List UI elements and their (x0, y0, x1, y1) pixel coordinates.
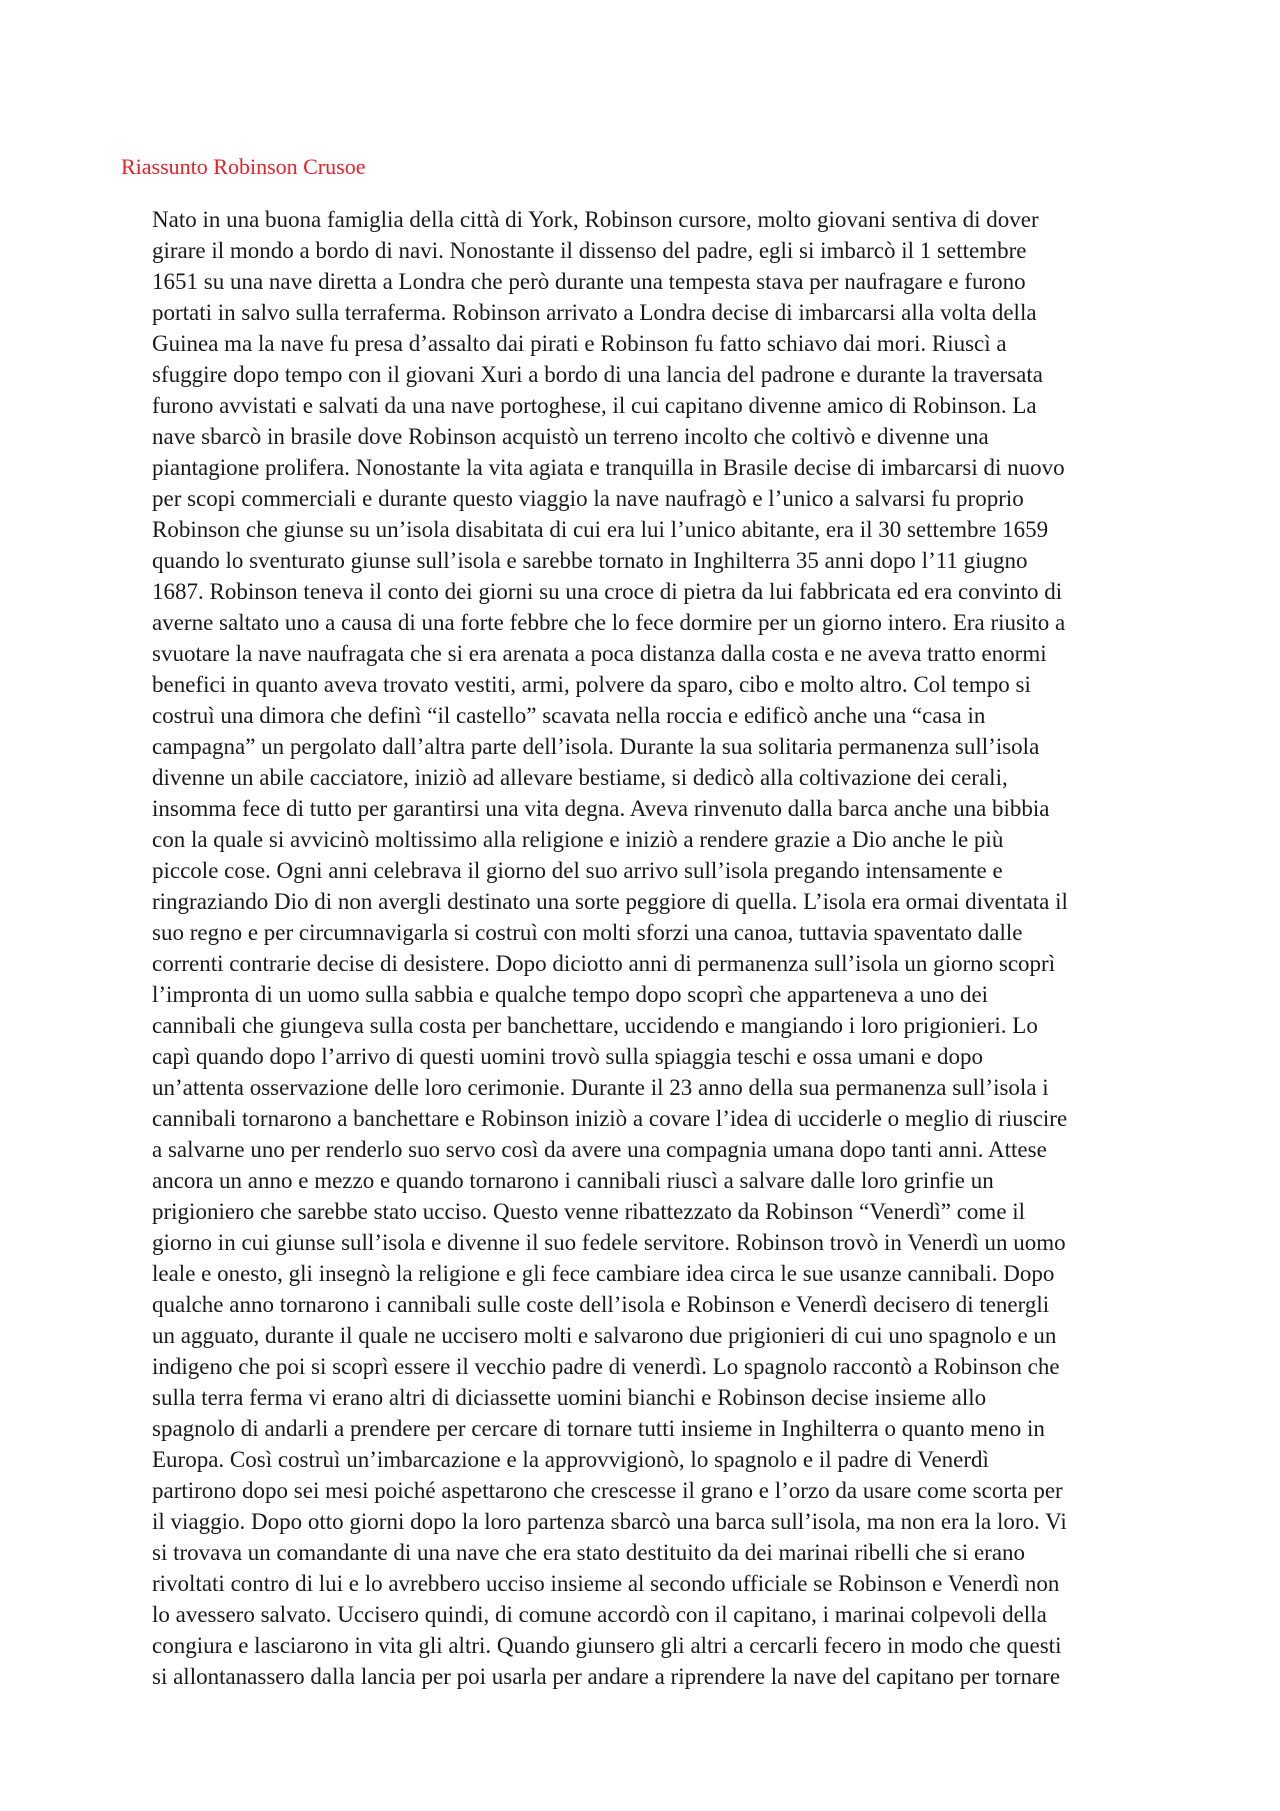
body-text-line: cannibali che giungeva sulla costa per banchettare, uccidendo e mangiando i loro prigionieri. Lo (152, 1013, 1038, 1038)
body-text-line: quando lo sventurato giunse sull’isola e sarebbe tornato in Inghilterra 35 anni dopo l’11 giugno (152, 548, 1028, 573)
body-text-line: Europa. Così costruì un’imbarcazione e la approvvigionò, lo spagnolo e il padre di Venerdì (152, 1447, 989, 1472)
body-text-line: un’attenta osservazione delle loro cerimonie. Durante il 23 anno della sua permanenza sull’isola i (152, 1075, 1049, 1100)
body-text-line: 1651 su una nave diretta a Londra che però durante una tempesta stava per naufragare e furono (152, 269, 1026, 294)
body-text-line: 1687. Robinson teneva il conto dei giorni su una croce di pietra da lui fabbricata ed era convinto di (152, 579, 1063, 604)
body-text-line: furono avvistati e salvati da una nave portoghese, il cui capitano divenne amico di Robinson. La (152, 393, 1037, 418)
body-text-line: piccole cose. Ogni anni celebrava il giorno del suo arrivo sull’isola pregando intensamente e (152, 858, 1003, 883)
body-text-line: portati in salvo sulla terraferma. Robinson arrivato a Londra decise di imbarcarsi alla volta della (152, 300, 1037, 325)
document-title: Riassunto Robinson Crusoe (121, 154, 366, 179)
body-text-line: indigeno che poi si scoprì essere il vecchio padre di venerdì. Lo spagnolo raccontò a Robinson che (152, 1354, 1060, 1379)
body-text-line: a salvarne uno per renderlo suo servo così da avere una compagnia umana dopo tanti anni. Attese (152, 1137, 1047, 1162)
document-body (152, 204, 1162, 1692)
body-text-line: qualche anno tornarono i cannibali sulle coste dell’isola e Robinson e Venerdì decisero di tenergli (152, 1292, 1050, 1317)
body-text-line: giorno in cui giunse sull’isola e divenne il suo fedele servitore. Robinson trovò in Venerdì un uomo (152, 1230, 1066, 1255)
body-text-line: il viaggio. Dopo otto giorni dopo la loro partenza sbarcò una barca sull’isola, ma non era la loro. Vi (152, 1509, 1067, 1534)
body-text-line: averne saltato uno a causa di una forte febbre che lo fece dormire per un giorno intero. Era riusito a (152, 610, 1066, 635)
body-text-line: suo regno e per circumnavigarla si costruì con molti sforzi una canoa, tuttavia spaventato dalle (152, 920, 1023, 945)
body-text-line: Nato in una buona famiglia della città di York, Robinson cursore, molto giovani sentiva di dover (152, 207, 1039, 232)
body-text-line: partirono dopo sei mesi poiché aspettarono che crescesse il grano e l’orzo da usare come scorta per (152, 1478, 1063, 1503)
body-text-line: campagna” un pergolato dall’altra parte dell’isola. Durante la sua solitaria permanenza sull’isola (152, 734, 1040, 759)
body-text-line: benefici in quanto aveva trovato vestiti, armi, polvere da sparo, cibo e molto altro. Col tempo si (152, 672, 1031, 697)
body-text-line: leale e onesto, gli insegnò la religione e gli fece cambiare idea circa le sue usanze cannibali. Dopo (152, 1261, 1055, 1286)
body-text-line: lo avessero salvato. Uccisero quindi, di comune accordò con il capitano, i marinai colpevoli della (152, 1602, 1047, 1627)
body-text-line: divenne un abile cacciatore, iniziò ad allevare bestiame, si dedicò alla coltivazione dei cerali, (152, 765, 1008, 790)
body-text-line: svuotare la nave naufragata che si era arenata a poca distanza dalla costa e ne aveva tratto enormi (152, 641, 1047, 666)
body-text-line: si allontanassero dalla lancia per poi usarla per andare a riprendere la nave del capitano per tornare (152, 1664, 1061, 1689)
body-text-line: con la quale si avvicinò moltissimo alla religione e iniziò a rendere grazie a Dio anche le più (152, 827, 1004, 852)
body-text-line: Robinson che giunse su un’isola disabitata di cui era lui l’unico abitante, era il 30 settembre 1659 (152, 517, 1049, 542)
body-text-line: correnti contrarie decise di desistere. Dopo diciotto anni di permanenza sull’isola un giorno scoprì (152, 951, 1056, 976)
body-text-line: sfuggire dopo tempo con il giovani Xuri a bordo di una lancia del padrone e durante la traversata (152, 362, 1043, 387)
body-text-line: girare il mondo a bordo di navi. Nonostante il dissenso del padre, egli si imbarcò il 1 settembre (152, 238, 1027, 263)
body-text-line: nave sbarcò in brasile dove Robinson acquistò un terreno incolto che coltivò e divenne una (152, 424, 989, 449)
body-text-line: cannibali tornarono a banchettare e Robinson iniziò a covare l’idea di ucciderle o meglio di riuscire (152, 1106, 1068, 1131)
body-text-line: sulla terra ferma vi erano altri di diciassette uomini bianchi e Robinson decise insieme allo (152, 1385, 987, 1410)
body-text-line: piantagione prolifera. Nonostante la vita agiata e tranquilla in Brasile decise di imbarcarsi di nuovo (152, 455, 1065, 480)
body-text-line: per scopi commerciali e durante questo viaggio la nave naufragò e l’unico a salvarsi fu proprio (152, 486, 1024, 511)
body-text-line: l’impronta di un uomo sulla sabbia e qualche tempo dopo scoprì che apparteneva a uno dei (152, 982, 989, 1007)
body-text-line: prigioniero che sarebbe stato ucciso. Questo venne ribattezzato da Robinson “Venerdì” come il (152, 1199, 1026, 1224)
body-text-line: si trovava un comandante di una nave che era stato destituito da dei marinai ribelli che si erano (152, 1540, 1026, 1565)
body-text-line: costruì una dimora che definì “il castello” scavata nella roccia e edificò anche una “casa in (152, 703, 986, 728)
body-text-line: Guinea ma la nave fu presa d’assalto dai pirati e Robinson fu fatto schiavo dai mori. Riuscì a (152, 331, 1007, 356)
body-text-line: ringraziando Dio di non avergli destinato una sorte peggiore di quella. L’isola era ormai diventata il (152, 889, 1068, 914)
body-text-line: un agguato, durante il quale ne uccisero molti e salvarono due prigionieri di cui uno spagnolo e un (152, 1323, 1057, 1348)
body-text-line: congiura e lasciarono in vita gli altri. Quando giunsero gli altri a cercarli fecero in modo che questi (152, 1633, 1062, 1658)
body-text-line: insomma fece di tutto per garantirsi una vita degna. Aveva rinvenuto dalla barca anche una bibbia (152, 796, 1050, 821)
body-text-line: spagnolo di andarli a prendere per cercare di tornare tutti insieme in Inghilterra o quanto meno in (152, 1416, 1045, 1441)
body-text-line: ancora un anno e mezzo e quando tornarono i cannibali riuscì a salvare dalle loro grinfie un (152, 1168, 994, 1193)
body-text-line: capì quando dopo l’arrivo di questi uomini trovò sulla spiaggia teschi e ossa umani e dopo (152, 1044, 984, 1069)
body-text-line: rivoltati contro di lui e lo avrebbero ucciso insieme al secondo ufficiale se Robinson e Venerdì non (152, 1571, 1060, 1596)
